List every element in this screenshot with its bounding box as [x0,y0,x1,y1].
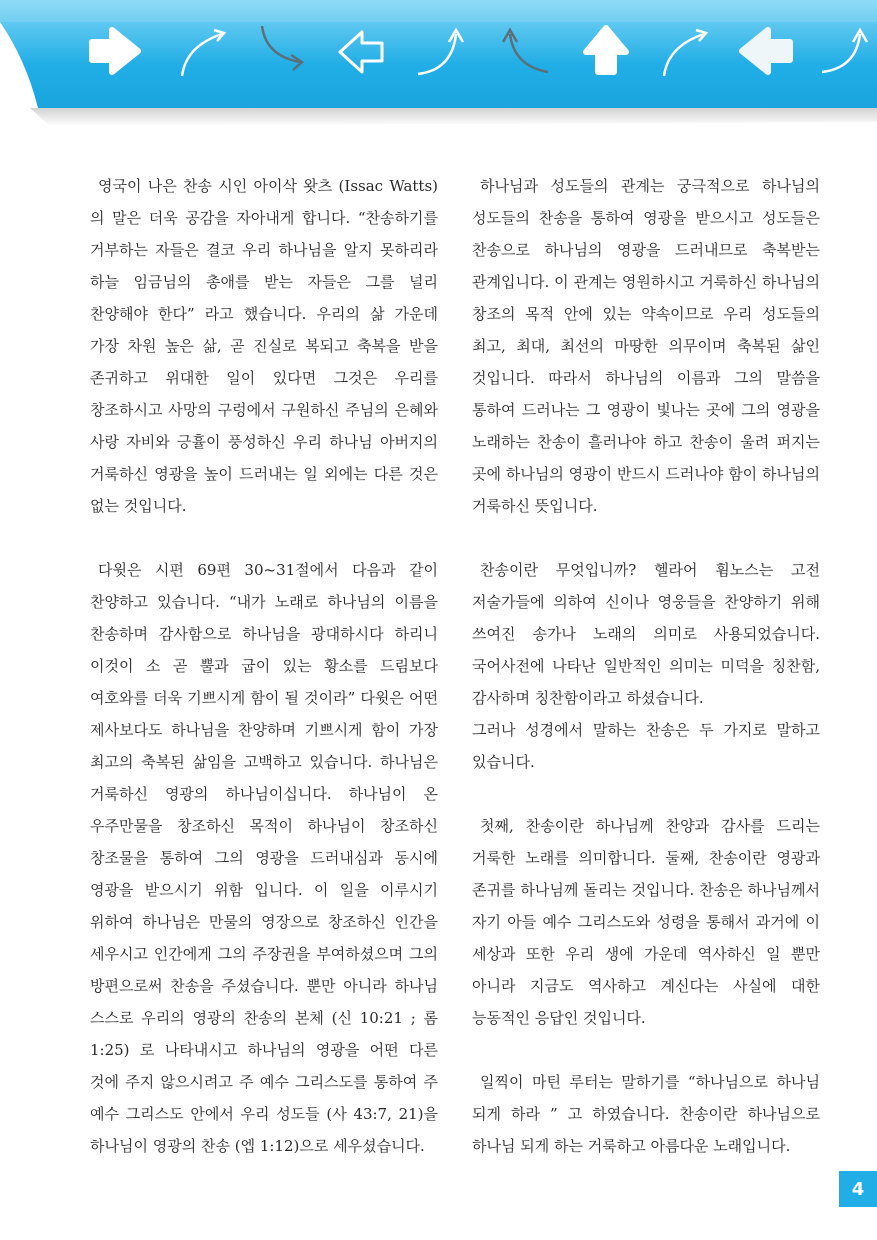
article-body [90,170,820,1162]
curved-arrow-icon [664,30,706,76]
right-column [472,170,820,1162]
curved-arrow-down-icon [262,26,302,70]
left-column [90,170,438,1162]
arrow-right-bold-icon [92,30,138,72]
paragraph: 그러나 성경에서 말하는 찬송은 두 가지로 말하고 있습니다. [472,721,820,771]
paragraph: 영국이 나은 찬송 시인 아이삭 왓츠 (Issac Watts)의 말은 더욱 공감을 자아내게 합니다. “찬송하기를 거부하는 자들은 결코 우리 하나님을 알지 못하리라 하늘 임금님의 총애를 받는 자들은 그를 널리 찬양해야 한다” 라고 했습니다. 우리의 삶 가운데 가장 차원 높은 삶, 곧 진실로 복되고 축복을 받을 존귀하고 위대한 일이 있다면 그것은 우리를 창조하시고 사망의 구렁에서 구원하신 주님의 은혜와 사랑 자비와 긍휼이 풍성하신 우리 하나님 아버지의 거룩하신 영광을 높이 드러내는 일 외에는 다른 것은 없는 것입니다. [90,177,438,515]
curved-arrow-up-icon [418,30,463,74]
paragraph: 하나님과 성도들의 관계는 궁극적으로 하나님의 성도들의 찬송을 통하여 영광을 받으시고 성도들은 찬송으로 하나님의 영광을 드러내므로 축복받는 관계입니다. 이 관계는 영원하시고 거룩하신 하나님의 창조의 목적 안에 있는 약속이므로 우리 성도들의 최고, 최대, 최선의 마땅한 의무이며 축복된 삶인 것입니다. 따라서 하나님의 이름과 그의 말씀을 통하여 드러나는 그 영광이 빛나는 곳에 그의 영광을 노래하는 찬송이 흘러나야 하고 찬송이 울려 퍼지는 곳에 하나님의 영광이 반드시 드러나야 함이 하나님의 거룩하신 뜻입니다. [472,177,820,515]
header-banner [0,0,877,130]
curved-arrow-left-up-icon [503,30,548,72]
paragraph: 찬송이란 무엇입니까? 헬라어 휨노스는 고전 저술가들에 의하여 신이나 영웅들을 찬양하기 위해 쓰여진 송가나 노래의 의미로 사용되었습니다. 국어사전에 나타난 일반적인 의미는 미덕을 칭찬함, 감사하며 칭찬함이라고 하셨습니다. [472,561,820,707]
curved-arrow-icon [182,30,224,76]
arrow-left-bold-icon [742,30,790,72]
arrow-up-bold-icon [586,28,626,72]
paragraph: 첫째, 찬송이란 하나님께 찬양과 감사를 드리는 거룩한 노래를 의미합니다. 둘째, 찬송이란 영광과 존귀를 하나님께 돌리는 것입니다. 찬송은 하나님께서 자기 아들 예수 그리스도와 성령을 통해서 과거에 이 세상과 또한 우리 생에 가운데 역사하신 일 뿐만 아니라 지금도 역사하고 계신다는 사실에 대한 능동적인 응답인 것입니다. [472,817,820,1027]
page-number-badge: 4 [839,1171,877,1207]
paragraph: 다윗은 시편 69편 30~31절에서 다음과 같이 찬양하고 있습니다. “내가 노래로 하나님의 이름을 찬송하며 감사함으로 하나님을 광대하시다 하리니 이것이 소 곧 뿔과 굽이 있는 황소를 드림보다 여호와를 더욱 기쁘시게 함이 될 것이라” 다윗은 어떤 제사보다도 하나님을 찬양하며 기쁘시게 함이 가장 최고의 축복된 삶임을 고백하고 있습니다. 하나님은 거룩하신 영광의 하나님이십니다. 하나님이 온 우주만물을 창조하신 목적이 하나님이 창조하신 창조물을 통하여 그의 영광을 드러내심과 동시에 영광을 받으시기 위함 입니다. 이 일을 이루시기 위하여 하나님은 만물의 영장으로 창조하신 인간을 세우시고 인간에게 그의 주장권을 부여하셨으며 그의 방편으로써 찬송을 주셨습니다. 뿐만 아니라 하나님 스스로 우리의 영광의 찬송의 본체 (신 10:21 ; 롬 1:25) 로 나타내시고 하나님의 영광을 어떤 다른 것에 주지 않으시려고 주 예수 그리스도를 통하여 주 예수 그리스도 안에서 우리 성도들 (사 43:7, 21)을 하나님이 영광의 찬송 (엡 1:12)으로 세우셨습니다. [90,561,438,1155]
curved-arrow-up-icon [822,30,867,72]
outline-arrow-left-icon [340,32,382,72]
paragraph: 일찍이 마틴 루터는 말하기를 “하나님으로 하나님 되게 하라 ” 고 하였습니다. 찬송이란 하나님으로 하나님 되게 하는 거룩하고 아름다운 노래입니다. [472,1073,820,1155]
